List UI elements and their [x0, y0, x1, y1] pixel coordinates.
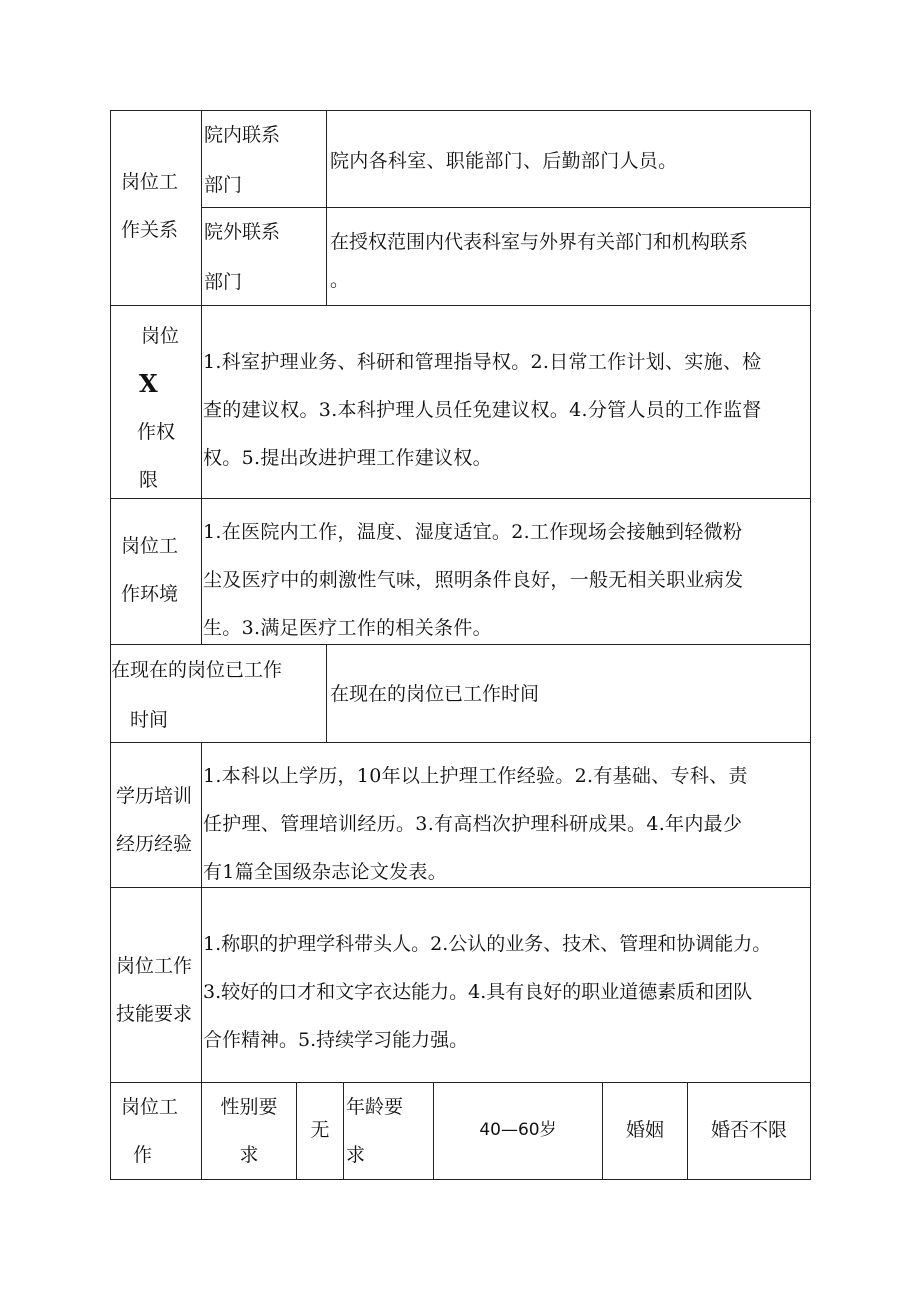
table-border-right — [810, 110, 811, 1180]
authority-label-line1: 岗位 — [141, 325, 180, 347]
requirements-label-line2: 作 — [133, 1144, 153, 1166]
external-dept-text-line2: 。 — [330, 269, 350, 291]
age-value: 40—60岁 — [479, 1120, 557, 1140]
authority-line: 查的建议权。3.本科护理人员任免建议权。4.分管人员的工作监督 — [203, 399, 762, 421]
internal-dept-label-line2: 部门 — [204, 174, 243, 196]
gender-label — [202, 1083, 296, 1179]
age-label-line2: 求 — [346, 1144, 366, 1166]
environment-label-line1: 岗位工 — [121, 535, 179, 557]
skills-line: 1.称职的护理学科带头人。2.公认的业务、技术、管理和协调能力。 — [203, 933, 772, 955]
skills-label — [111, 942, 201, 1042]
column-divider — [201, 110, 202, 645]
external-dept-label-line2: 部门 — [204, 271, 243, 293]
column-divider — [326, 644, 327, 743]
relations-label — [111, 158, 201, 258]
skills-line: 3.较好的口才和文字衣达能力。4.具有良好的职业道德素质和团队 — [203, 981, 753, 1003]
row-divider — [110, 742, 811, 743]
relations-label-line1: 岗位工 — [121, 171, 179, 193]
authority-line: 1.科室护理业务、科研和管理指导权。2.日常工作计划、实施、检 — [203, 351, 762, 373]
marriage-value: 婚否不限 — [710, 1119, 787, 1141]
authority-label-x: X — [139, 369, 158, 398]
authority-label — [111, 312, 201, 498]
relations-label-line2: 作关系 — [121, 219, 179, 241]
authority-label-line3: 作权 — [137, 421, 176, 443]
column-divider — [343, 1082, 344, 1180]
requirements-label — [111, 1083, 201, 1179]
education-line: 任护理、管理培训经历。3.有高档次护理科研成果。4.年内最少 — [203, 813, 743, 835]
education-label — [111, 772, 201, 872]
tenure-label — [111, 645, 325, 742]
skills-label-line2: 技能要求 — [116, 1003, 193, 1025]
environment-text — [203, 508, 809, 644]
environment-label-line2: 作环境 — [121, 583, 179, 605]
environment-label — [111, 522, 201, 622]
gender-value: 无 — [310, 1119, 330, 1141]
external-dept-label-line1: 院外联系 — [204, 221, 281, 243]
tenure-label-line1: 在现在的岗位已工作 — [111, 659, 283, 681]
authority-label-line4: 限 — [139, 469, 159, 491]
education-line: 有1篇全国级杂志论文发表。 — [203, 861, 447, 883]
requirements-label-line1: 岗位工 — [121, 1096, 179, 1118]
education-label-line2: 经历经验 — [116, 833, 193, 855]
age-label-line1: 年龄要 — [346, 1096, 404, 1118]
skills-text — [203, 920, 810, 1070]
external-dept-text-line1: 在授权范围内代表科室与外界有关部门和机构联系 — [330, 231, 749, 253]
row-divider — [110, 498, 811, 499]
row-divider — [110, 305, 811, 306]
column-divider — [326, 110, 327, 306]
environment-line: 尘及医疗中的刺激性气味，照明条件良好，一般无相关职业病发 — [203, 569, 744, 591]
environment-line: 生。3.满足医疗工作的相关条件。 — [203, 617, 492, 639]
marriage-label: 婚姻 — [625, 1119, 664, 1141]
authority-line: 权。5.提出改进护理工作建议权。 — [203, 447, 492, 469]
table-border-bottom — [110, 1179, 811, 1180]
external-dept-label — [204, 207, 324, 305]
authority-text — [203, 338, 809, 488]
tenure-value: 在现在的岗位已工作时间 — [330, 683, 540, 705]
row-divider — [110, 887, 811, 888]
tenure-label-line2: 时间 — [130, 709, 169, 731]
education-line: 1.本科以上学历，10年以上护理工作经验。2.有基础、专科、责 — [203, 765, 748, 787]
education-label-line1: 学历培训 — [116, 785, 193, 807]
internal-dept-text: 院内各科室、职能部门、后勤部门人员。 — [330, 150, 678, 172]
external-dept-text — [330, 217, 808, 305]
skills-label-line1: 岗位工作 — [116, 955, 193, 977]
skills-line: 合作精神。5.持续学习能力强。 — [203, 1029, 469, 1051]
internal-dept-label — [204, 110, 324, 207]
gender-label-line2: 求 — [239, 1144, 259, 1166]
environment-line: 1.在医院内工作，温度、湿度适宜。2.工作现场会接触到轻微粉 — [203, 521, 743, 543]
gender-label-line1: 性别要 — [220, 1096, 278, 1118]
internal-dept-label-line1: 院内联系 — [204, 124, 281, 146]
education-text — [203, 752, 809, 887]
age-label — [346, 1083, 433, 1179]
